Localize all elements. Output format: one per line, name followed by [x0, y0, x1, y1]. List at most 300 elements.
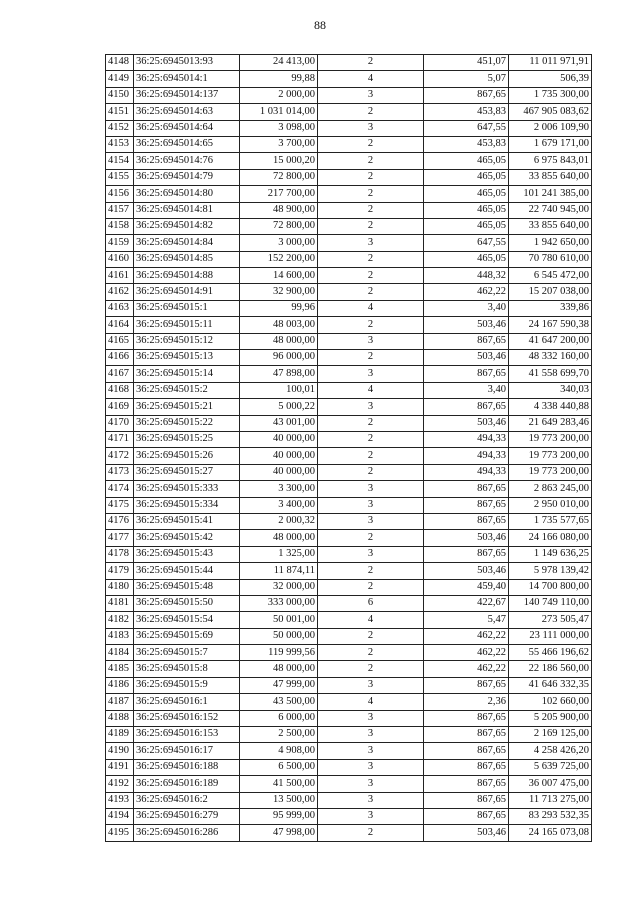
rate-cell: 3,40 [424, 300, 509, 316]
rate-cell: 503,46 [424, 415, 509, 431]
row-number-cell: 4163 [106, 300, 134, 316]
area-cell: 3 400,00 [240, 497, 318, 513]
area-cell: 50 001,00 [240, 612, 318, 628]
category-cell: 3 [318, 546, 424, 562]
cadastral-value-cell: 2 950 010,00 [509, 497, 592, 513]
category-cell: 3 [318, 513, 424, 529]
row-number-cell: 4170 [106, 415, 134, 431]
row-number-cell: 4178 [106, 546, 134, 562]
row-number-cell: 4156 [106, 186, 134, 202]
cadastral-value-table [105, 54, 592, 842]
category-cell: 2 [318, 317, 424, 333]
row-number-cell: 4181 [106, 595, 134, 611]
category-cell: 3 [318, 792, 424, 808]
table-row [106, 661, 592, 677]
rate-cell: 465,05 [424, 202, 509, 218]
rate-cell: 867,65 [424, 481, 509, 497]
rate-cell: 647,55 [424, 120, 509, 136]
cadastral-value-cell: 6 975 843,01 [509, 153, 592, 169]
area-cell: 1 325,00 [240, 546, 318, 562]
cadastral-number-cell: 36:25:6945016:2 [134, 792, 240, 808]
cadastral-number-cell: 36:25:6945014:76 [134, 153, 240, 169]
table-row [106, 612, 592, 628]
cadastral-value-cell: 22 740 945,00 [509, 202, 592, 218]
rate-cell: 2,36 [424, 694, 509, 710]
table-row [106, 284, 592, 300]
row-number-cell: 4190 [106, 743, 134, 759]
cadastral-value-cell: 5 205 900,00 [509, 710, 592, 726]
cadastral-number-cell: 36:25:6945016:1 [134, 694, 240, 710]
table-row [106, 382, 592, 398]
table-row [106, 595, 592, 611]
cadastral-value-cell: 24 167 590,38 [509, 317, 592, 333]
category-cell: 3 [318, 497, 424, 513]
category-cell: 3 [318, 759, 424, 775]
cadastral-value-cell: 1 942 650,00 [509, 235, 592, 251]
category-cell: 2 [318, 136, 424, 152]
cadastral-number-cell: 36:25:6945014:79 [134, 169, 240, 185]
rate-cell: 453,83 [424, 136, 509, 152]
rate-cell: 867,65 [424, 87, 509, 103]
table-row [106, 645, 592, 661]
area-cell: 47 898,00 [240, 366, 318, 382]
row-number-cell: 4165 [106, 333, 134, 349]
table-row [106, 727, 592, 743]
category-cell: 4 [318, 382, 424, 398]
cadastral-number-cell: 36:25:6945015:12 [134, 333, 240, 349]
table-row [106, 71, 592, 87]
cadastral-number-cell: 36:25:6945014:1 [134, 71, 240, 87]
category-cell: 3 [318, 743, 424, 759]
row-number-cell: 4182 [106, 612, 134, 628]
cadastral-value-cell: 467 905 083,62 [509, 104, 592, 120]
area-cell: 40 000,00 [240, 448, 318, 464]
row-number-cell: 4148 [106, 55, 134, 71]
rate-cell: 867,65 [424, 792, 509, 808]
cadastral-number-cell: 36:25:6945016:153 [134, 727, 240, 743]
cadastral-value-cell: 41 647 200,00 [509, 333, 592, 349]
area-cell: 3 098,00 [240, 120, 318, 136]
category-cell: 2 [318, 563, 424, 579]
cadastral-value-cell: 4 338 440,88 [509, 399, 592, 415]
cadastral-number-cell: 36:25:6945015:41 [134, 513, 240, 529]
row-number-cell: 4177 [106, 530, 134, 546]
category-cell: 2 [318, 579, 424, 595]
row-number-cell: 4150 [106, 87, 134, 103]
row-number-cell: 4169 [106, 399, 134, 415]
row-number-cell: 4155 [106, 169, 134, 185]
area-cell: 40 000,00 [240, 431, 318, 447]
cadastral-value-cell: 19 773 200,00 [509, 431, 592, 447]
row-number-cell: 4151 [106, 104, 134, 120]
cadastral-number-cell: 36:25:6945015:54 [134, 612, 240, 628]
cadastral-value-cell: 4 258 426,20 [509, 743, 592, 759]
table-row [106, 169, 592, 185]
table-row [106, 579, 592, 595]
category-cell: 2 [318, 55, 424, 71]
table-row [106, 563, 592, 579]
area-cell: 47 999,00 [240, 677, 318, 693]
area-cell: 72 800,00 [240, 169, 318, 185]
page-number: 88 [314, 18, 326, 32]
area-cell: 48 900,00 [240, 202, 318, 218]
area-cell: 333 000,00 [240, 595, 318, 611]
cadastral-value-cell: 24 165 073,08 [509, 825, 592, 841]
area-cell: 48 000,00 [240, 661, 318, 677]
cadastral-number-cell: 36:25:6945015:44 [134, 563, 240, 579]
cadastral-number-cell: 36:25:6945015:27 [134, 464, 240, 480]
area-cell: 3 000,00 [240, 235, 318, 251]
rate-cell: 867,65 [424, 513, 509, 529]
cadastral-number-cell: 36:25:6945016:17 [134, 743, 240, 759]
rate-cell: 5,47 [424, 612, 509, 628]
row-number-cell: 4167 [106, 366, 134, 382]
area-cell: 48 000,00 [240, 333, 318, 349]
category-cell: 3 [318, 235, 424, 251]
cadastral-value-cell: 19 773 200,00 [509, 448, 592, 464]
cadastral-number-cell: 36:25:6945015:334 [134, 497, 240, 513]
cadastral-value-cell: 2 863 245,00 [509, 481, 592, 497]
area-cell: 5 000,22 [240, 399, 318, 415]
area-cell: 40 000,00 [240, 464, 318, 480]
category-cell: 4 [318, 612, 424, 628]
cadastral-value-cell: 273 505,47 [509, 612, 592, 628]
area-cell: 3 300,00 [240, 481, 318, 497]
category-cell: 3 [318, 727, 424, 743]
cadastral-number-cell: 36:25:6945014:63 [134, 104, 240, 120]
area-cell: 11 874,11 [240, 563, 318, 579]
category-cell: 3 [318, 399, 424, 415]
cadastral-value-cell: 101 241 385,00 [509, 186, 592, 202]
table-row [106, 55, 592, 71]
cadastral-value-cell: 5 639 725,00 [509, 759, 592, 775]
category-cell: 2 [318, 153, 424, 169]
area-cell: 24 413,00 [240, 55, 318, 71]
row-number-cell: 4184 [106, 645, 134, 661]
rate-cell: 503,46 [424, 350, 509, 366]
table-row [106, 431, 592, 447]
row-number-cell: 4171 [106, 431, 134, 447]
category-cell: 3 [318, 481, 424, 497]
table-row [106, 300, 592, 316]
rate-cell: 867,65 [424, 399, 509, 415]
cadastral-value-cell: 339,86 [509, 300, 592, 316]
row-number-cell: 4161 [106, 268, 134, 284]
category-cell: 3 [318, 776, 424, 792]
category-cell: 2 [318, 530, 424, 546]
table-row [106, 481, 592, 497]
area-cell: 96 000,00 [240, 350, 318, 366]
category-cell: 2 [318, 431, 424, 447]
table-row [106, 350, 592, 366]
cadastral-number-cell: 36:25:6945016:189 [134, 776, 240, 792]
area-cell: 48 003,00 [240, 317, 318, 333]
row-number-cell: 4168 [106, 382, 134, 398]
table-row [106, 792, 592, 808]
table-row [106, 677, 592, 693]
cadastral-value-cell: 11 011 971,91 [509, 55, 592, 71]
row-number-cell: 4154 [106, 153, 134, 169]
cadastral-value-cell: 23 111 000,00 [509, 628, 592, 644]
area-cell: 2 500,00 [240, 727, 318, 743]
cadastral-value-cell: 15 207 038,00 [509, 284, 592, 300]
category-cell: 3 [318, 808, 424, 824]
category-cell: 2 [318, 251, 424, 267]
area-cell: 4 908,00 [240, 743, 318, 759]
rate-cell: 422,67 [424, 595, 509, 611]
table-body [106, 55, 592, 842]
cadastral-number-cell: 36:25:6945015:8 [134, 661, 240, 677]
table-row [106, 317, 592, 333]
cadastral-value-cell: 5 978 139,42 [509, 563, 592, 579]
cadastral-number-cell: 36:25:6945016:279 [134, 808, 240, 824]
cadastral-number-cell: 36:25:6945014:64 [134, 120, 240, 136]
row-number-cell: 4174 [106, 481, 134, 497]
row-number-cell: 4152 [106, 120, 134, 136]
category-cell: 3 [318, 87, 424, 103]
area-cell: 6 000,00 [240, 710, 318, 726]
category-cell: 2 [318, 464, 424, 480]
cadastral-value-cell: 41 646 332,35 [509, 677, 592, 693]
category-cell: 2 [318, 268, 424, 284]
cadastral-number-cell: 36:25:6945015:2 [134, 382, 240, 398]
row-number-cell: 4176 [106, 513, 134, 529]
cadastral-value-cell: 41 558 699,70 [509, 366, 592, 382]
cadastral-value-cell: 340,03 [509, 382, 592, 398]
row-number-cell: 4149 [106, 71, 134, 87]
rate-cell: 465,05 [424, 218, 509, 234]
rate-cell: 503,46 [424, 563, 509, 579]
category-cell: 2 [318, 448, 424, 464]
area-cell: 43 500,00 [240, 694, 318, 710]
category-cell: 3 [318, 710, 424, 726]
table-row [106, 513, 592, 529]
cadastral-number-cell: 36:25:6945015:69 [134, 628, 240, 644]
category-cell: 2 [318, 202, 424, 218]
table-row [106, 415, 592, 431]
cadastral-value-cell: 14 700 800,00 [509, 579, 592, 595]
row-number-cell: 4162 [106, 284, 134, 300]
cadastral-number-cell: 36:25:6945015:14 [134, 366, 240, 382]
area-cell: 95 999,00 [240, 808, 318, 824]
cadastral-number-cell: 36:25:6945015:42 [134, 530, 240, 546]
rate-cell: 867,65 [424, 743, 509, 759]
rate-cell: 448,32 [424, 268, 509, 284]
rate-cell: 867,65 [424, 497, 509, 513]
area-cell: 1 031 014,00 [240, 104, 318, 120]
row-number-cell: 4159 [106, 235, 134, 251]
category-cell: 3 [318, 333, 424, 349]
category-cell: 3 [318, 677, 424, 693]
row-number-cell: 4166 [106, 350, 134, 366]
category-cell: 2 [318, 284, 424, 300]
cadastral-value-cell: 36 007 475,00 [509, 776, 592, 792]
table-row [106, 366, 592, 382]
category-cell: 6 [318, 595, 424, 611]
cadastral-value-cell: 2 006 109,90 [509, 120, 592, 136]
row-number-cell: 4191 [106, 759, 134, 775]
table-row [106, 136, 592, 152]
rate-cell: 867,65 [424, 759, 509, 775]
cadastral-number-cell: 36:25:6945015:13 [134, 350, 240, 366]
cadastral-number-cell: 36:25:6945015:7 [134, 645, 240, 661]
row-number-cell: 4185 [106, 661, 134, 677]
row-number-cell: 4175 [106, 497, 134, 513]
table-row [106, 710, 592, 726]
cadastral-value-cell: 19 773 200,00 [509, 464, 592, 480]
table-row [106, 120, 592, 136]
area-cell: 15 000,20 [240, 153, 318, 169]
row-number-cell: 4186 [106, 677, 134, 693]
cadastral-number-cell: 36:25:6945014:137 [134, 87, 240, 103]
rate-cell: 494,33 [424, 448, 509, 464]
rate-cell: 459,40 [424, 579, 509, 595]
category-cell: 4 [318, 694, 424, 710]
area-cell: 50 000,00 [240, 628, 318, 644]
cadastral-value-cell: 83 293 532,35 [509, 808, 592, 824]
rate-cell: 867,65 [424, 366, 509, 382]
area-cell: 99,96 [240, 300, 318, 316]
rate-cell: 647,55 [424, 235, 509, 251]
table-row [106, 497, 592, 513]
cadastral-number-cell: 36:25:6945014:91 [134, 284, 240, 300]
row-number-cell: 4158 [106, 218, 134, 234]
cadastral-number-cell: 36:25:6945014:84 [134, 235, 240, 251]
table-row [106, 153, 592, 169]
rate-cell: 503,46 [424, 825, 509, 841]
area-cell: 48 000,00 [240, 530, 318, 546]
table-row [106, 104, 592, 120]
area-cell: 32 000,00 [240, 579, 318, 595]
category-cell: 2 [318, 415, 424, 431]
row-number-cell: 4160 [106, 251, 134, 267]
area-cell: 217 700,00 [240, 186, 318, 202]
rate-cell: 867,65 [424, 727, 509, 743]
rate-cell: 494,33 [424, 431, 509, 447]
area-cell: 32 900,00 [240, 284, 318, 300]
cadastral-number-cell: 36:25:6945015:26 [134, 448, 240, 464]
table-row [106, 776, 592, 792]
cadastral-number-cell: 36:25:6945014:81 [134, 202, 240, 218]
row-number-cell: 4188 [106, 710, 134, 726]
table-row [106, 759, 592, 775]
row-number-cell: 4194 [106, 808, 134, 824]
cadastral-value-cell: 1 679 171,00 [509, 136, 592, 152]
area-cell: 99,88 [240, 71, 318, 87]
table-row [106, 218, 592, 234]
cadastral-number-cell: 36:25:6945015:9 [134, 677, 240, 693]
cadastral-number-cell: 36:25:6945015:22 [134, 415, 240, 431]
cadastral-value-cell: 21 649 283,46 [509, 415, 592, 431]
category-cell: 2 [318, 186, 424, 202]
cadastral-number-cell: 36:25:6945014:80 [134, 186, 240, 202]
category-cell: 2 [318, 104, 424, 120]
rate-cell: 462,22 [424, 284, 509, 300]
cadastral-number-cell: 36:25:6945015:25 [134, 431, 240, 447]
row-number-cell: 4183 [106, 628, 134, 644]
category-cell: 2 [318, 628, 424, 644]
cadastral-value-cell: 22 186 560,00 [509, 661, 592, 677]
cadastral-number-cell: 36:25:6945016:188 [134, 759, 240, 775]
cadastral-value-cell: 48 332 160,00 [509, 350, 592, 366]
category-cell: 2 [318, 169, 424, 185]
cadastral-value-cell: 2 169 125,00 [509, 727, 592, 743]
cadastral-number-cell: 36:25:6945015:43 [134, 546, 240, 562]
category-cell: 2 [318, 661, 424, 677]
row-number-cell: 4172 [106, 448, 134, 464]
cadastral-value-cell: 140 749 110,00 [509, 595, 592, 611]
area-cell: 47 998,00 [240, 825, 318, 841]
row-number-cell: 4193 [106, 792, 134, 808]
cadastral-value-cell: 102 660,00 [509, 694, 592, 710]
rate-cell: 494,33 [424, 464, 509, 480]
row-number-cell: 4179 [106, 563, 134, 579]
cadastral-value-cell: 70 780 610,00 [509, 251, 592, 267]
area-cell: 2 000,32 [240, 513, 318, 529]
rate-cell: 867,65 [424, 677, 509, 693]
rate-cell: 465,05 [424, 186, 509, 202]
cadastral-number-cell: 36:25:6945015:1 [134, 300, 240, 316]
cadastral-number-cell: 36:25:6945015:21 [134, 399, 240, 415]
table-row [106, 399, 592, 415]
row-number-cell: 4187 [106, 694, 134, 710]
cadastral-number-cell: 36:25:6945014:82 [134, 218, 240, 234]
rate-cell: 867,65 [424, 333, 509, 349]
row-number-cell: 4189 [106, 727, 134, 743]
table-row [106, 333, 592, 349]
cadastral-value-cell: 506,39 [509, 71, 592, 87]
cadastral-value-cell: 1 149 636,25 [509, 546, 592, 562]
rate-cell: 867,65 [424, 808, 509, 824]
rate-cell: 503,46 [424, 317, 509, 333]
row-number-cell: 4195 [106, 825, 134, 841]
row-number-cell: 4164 [106, 317, 134, 333]
rate-cell: 465,05 [424, 153, 509, 169]
rate-cell: 3,40 [424, 382, 509, 398]
table-row [106, 530, 592, 546]
rate-cell: 462,22 [424, 661, 509, 677]
table-row [106, 251, 592, 267]
cadastral-number-cell: 36:25:6945016:152 [134, 710, 240, 726]
cadastral-number-cell: 36:25:6945015:48 [134, 579, 240, 595]
area-cell: 43 001,00 [240, 415, 318, 431]
table-row [106, 628, 592, 644]
table-row [106, 235, 592, 251]
area-cell: 41 500,00 [240, 776, 318, 792]
category-cell: 3 [318, 120, 424, 136]
category-cell: 4 [318, 71, 424, 87]
cadastral-number-cell: 36:25:6945014:85 [134, 251, 240, 267]
cadastral-value-cell: 11 713 275,00 [509, 792, 592, 808]
table-row [106, 743, 592, 759]
table-row [106, 808, 592, 824]
area-cell: 2 000,00 [240, 87, 318, 103]
area-cell: 100,01 [240, 382, 318, 398]
cadastral-number-cell: 36:25:6945014:88 [134, 268, 240, 284]
cadastral-value-cell: 24 166 080,00 [509, 530, 592, 546]
cadastral-value-cell: 33 855 640,00 [509, 169, 592, 185]
row-number-cell: 4192 [106, 776, 134, 792]
rate-cell: 5,07 [424, 71, 509, 87]
cadastral-number-cell: 36:25:6945016:286 [134, 825, 240, 841]
cadastral-number-cell: 36:25:6945015:333 [134, 481, 240, 497]
table-row [106, 202, 592, 218]
rate-cell: 867,65 [424, 710, 509, 726]
category-cell: 2 [318, 645, 424, 661]
table-row [106, 546, 592, 562]
rate-cell: 453,83 [424, 104, 509, 120]
category-cell: 4 [318, 300, 424, 316]
